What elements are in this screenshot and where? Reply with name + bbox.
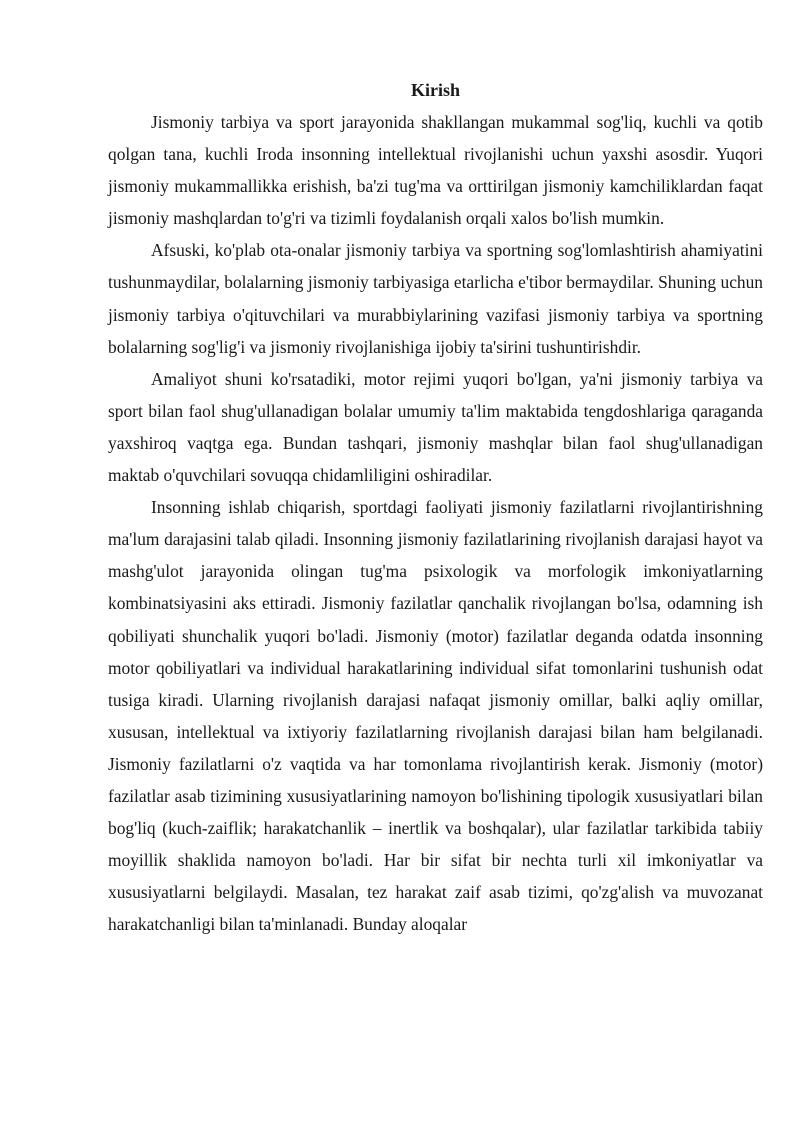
paragraph-2: Afsuski, ko'plab ota-onalar jismoniy tarbiya va sportning sog'lomlashtirish ahamiyatini tushunmaydilar, bolalarning jismoniy tarbiyasiga etarlicha e'tibor bermaydilar. Shuning uchun jismoniy tarbiya o'qituvchilari va murabbiylarining vazifasi jismoniy tarbiya va sportning bolalarning sog'lig'i va jismoniy rivojlanishiga ijobiy ta'sirini tushuntirishdir. <box>108 240 763 357</box>
paragraph-1: Jismoniy tarbiya va sport jarayonida shakllangan mukammal sog'liq, kuchli va qotib qolgan tana, kuchli Iroda insonning intellektual rivojlanishi uchun yaxshi asosdir. Yuqori jismoniy mukammallikka erishish, ba'zi tug'ma va orttirilgan jismoniy kamchiliklardan faqat jismoniy mashqlardan to'g'ri va tizimli foydalanish orqali xalos bo'lish mumkin. <box>108 112 763 229</box>
document-page <box>108 74 763 940</box>
paragraph-4: Insonning ishlab chiqarish, sportdagi faoliyati jismoniy fazilatlarni rivojlantirishning ma'lum darajasini talab qiladi. Insonning jismoniy fazilatlarining rivojlanish darajasi hayot va mashg'ulot jarayonida olingan tug'ma psixologik va morfologik imkoniyatlarning kombinatsiyasini aks ettiradi. Jismoniy fazilatlar qanchalik rivojlangan bo'lsa, odamning ish qobiliyati shunchalik yuqori bo'ladi. Jismoniy (motor) fazilatlar deganda odatda insonning motor qobiliyatlari va individual harakatlarining individual sifat tomonlarini tushunish odat tusiga kiradi. Ularning rivojlanish darajasi nafaqat jismoniy omillar, balki aqliy omillar, xususan, intellektual va ixtiyoriy fazilatlarning rivojlanish darajasi bilan ham belgilanadi. Jismoniy fazilatlarni o'z vaqtida va har tomonlama rivojlantirish kerak. Jismoniy (motor) fazilatlar asab tizimining xususiyatlarining namoyon bo'lishining tipologik xususiyatlari bilan bog'liq (kuch-zaiflik; harakatchanlik – inertlik va boshqalar), ular fazilatlar tarkibida tabiiy moyillik shaklida namoyon bo'ladi. Har bir sifat bir nechta turli xil imkoniyatlar va xususiyatlarni belgilaydi. Masalan, tez harakat zaif asab tizimi, qo'zg'alish va muvozanat harakatchanligi bilan ta'minlanadi. Bunday aloqalar <box>108 497 763 935</box>
document-title: Kirish <box>410 80 460 100</box>
paragraph-3: Amaliyot shuni ko'rsatadiki, motor rejimi yuqori bo'lgan, ya'ni jismoniy tarbiya va sport bilan faol shug'ullanadigan bolalar umumiy ta'lim maktabida tengdoshlariga qaraganda yaxshiroq vaqtga ega. Bundan tashqari, jismoniy mashqlar bilan faol shug'ullanadigan maktab o'quvchilari sovuqqa chidamliligini oshiradilar. <box>108 368 763 486</box>
